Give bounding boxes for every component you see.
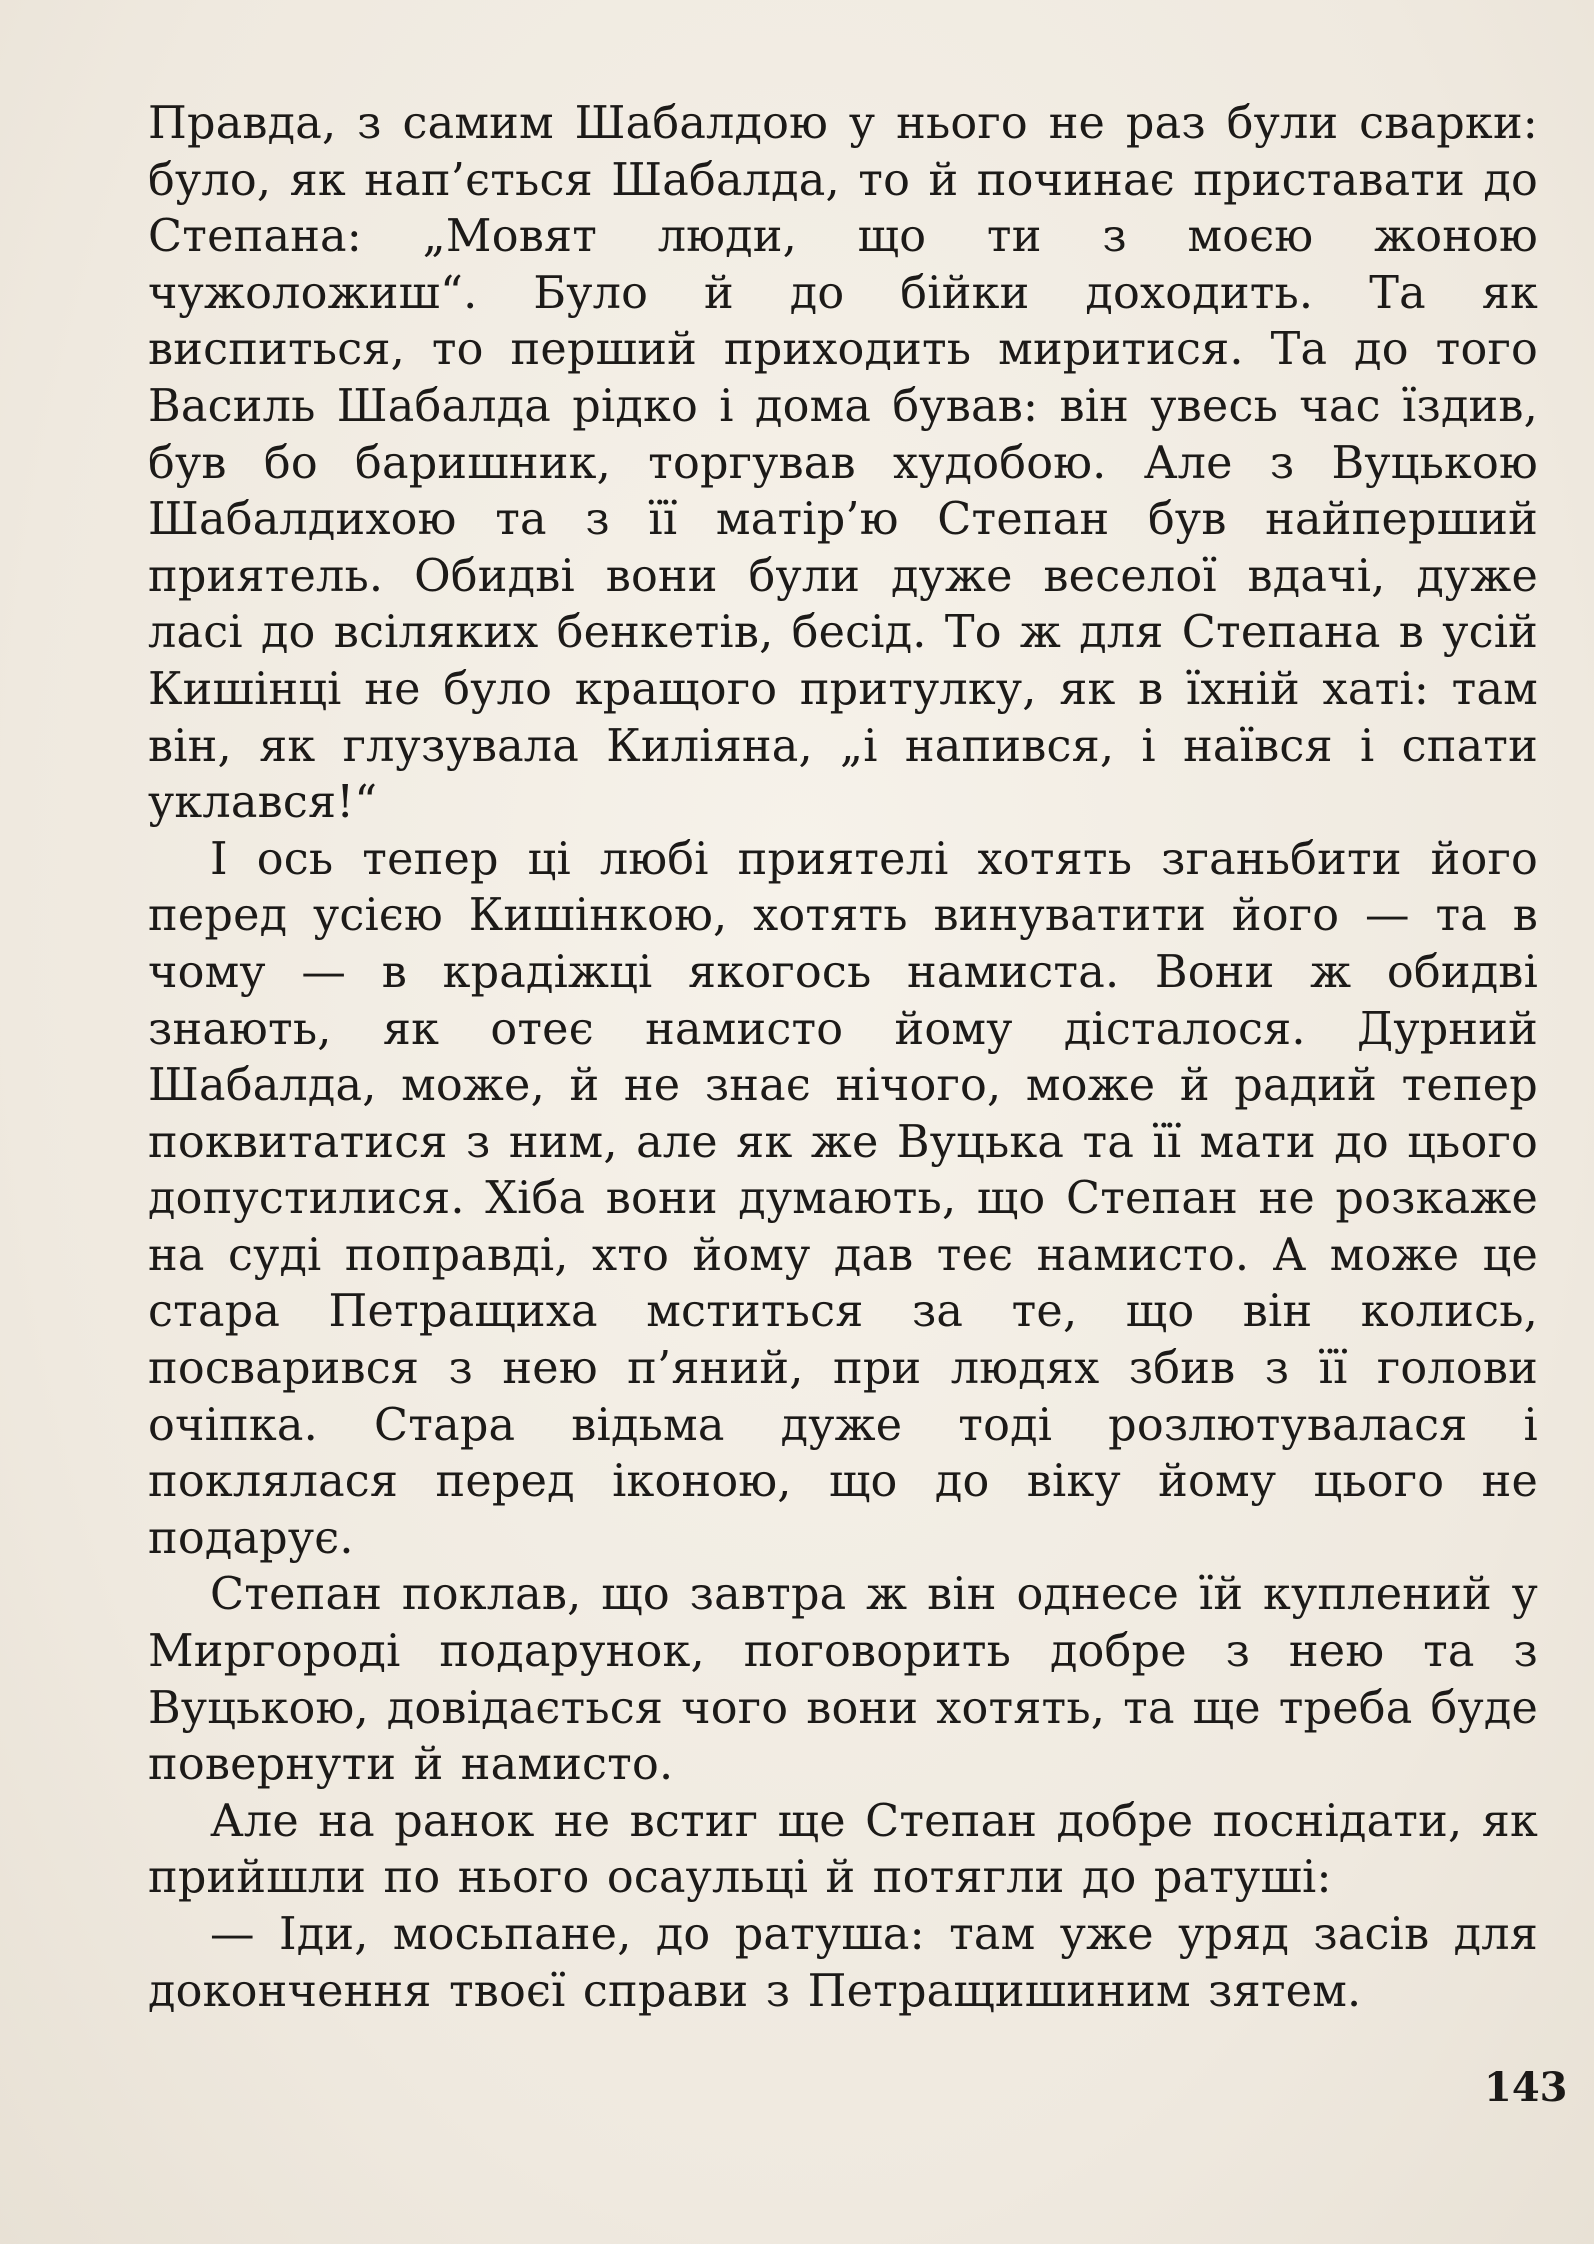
paragraph: — Іди, мосьпане, до ратуша: там уже уряд засів для докончення твоєї справи з Петращишиним зятем. [148,1909,1538,2017]
paragraph: Степан поклав, що завтра ж він однесе їй куплений у Миргороді подарунок, поговорить добре з нею та з Вуцькою, довідається чого вони хотять, та ще треба буде повернути й намисто. [148,1569,1538,1791]
paragraph: І ось тепер ці любі приятелі хотять зганьбити його перед усією Кишінкою, хотять винуватити його — та в чому — в крадіжці якогось намиста. Вони ж обидві знають, як отеє намисто йому дісталося. Дурний Шабалда, може, й не знає нічого, може й радий тепер поквитатися з ним, але як же Вуцька та її мати до цього допустилися. Хіба вони думають, що Степан не розкаже на суді поправді, хто йому дав теє намисто. А може це стара Петращиха мститься за те, що він колись, посварився з нею п’яний, при людях збив з її голови очіпка. Стара відьма дуже тоді розлютувалася і поклялася перед іконою, що до віку йому цього не подарує. [148,833,1538,1564]
paragraph: Правда, з самим Шабалдою у нього не раз були сварки: було, як нап’ється Шабалда, то й починає приставати до Степана: „Мовят люди, що ти з моєю жоною чужоложиш“. Було й до бійки доходить. Та як виспиться, то перший приходить миритися. Та до того Василь Шабалда рідко і дома бував: він увесь час їздив, був бо баришник, торгував худобою. Але з Вуцькою Шабалдихою та з її матір’ю Степан був найперший приятель. Обидві вони були дуже веселої вдачі, дуже ласі до всіляких бенкетів, бесід. То ж для Степана в усій Кишінці не було кращого притулку, як в їхній хаті: там він, як глузувала Киліяна, „і напився, і наївся і спати уклався!“ [148,98,1538,829]
paragraph: Але на ранок не встиг ще Степан добре поснідати, як прийшли по нього осаульці й потягли до ратуші: [148,1795,1538,1904]
body-text [148,96,1538,2020]
page-number: 143 [1484,2064,1568,2111]
